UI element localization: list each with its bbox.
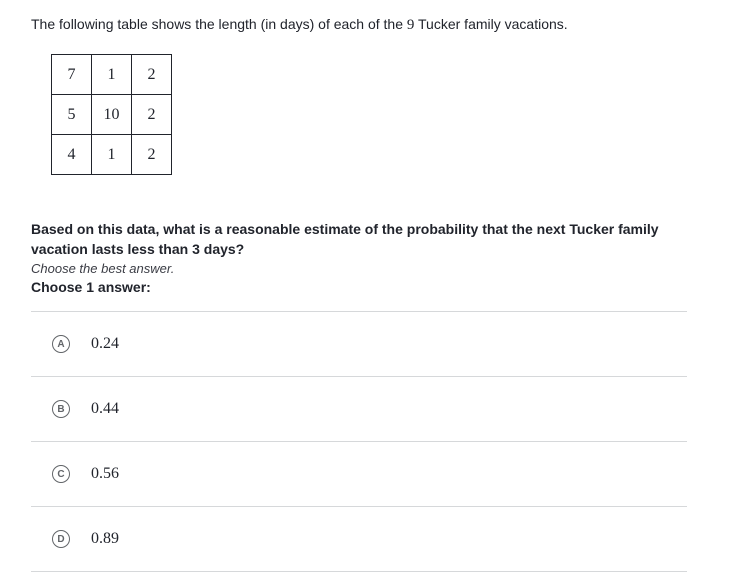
vacation-length-table bbox=[51, 54, 172, 175]
choice-value: 0.44 bbox=[91, 400, 119, 417]
divider bbox=[31, 571, 687, 572]
table-row bbox=[52, 55, 172, 95]
choice-value: 0.56 bbox=[91, 465, 119, 482]
table-cell: 1 bbox=[92, 135, 132, 175]
choice-c[interactable] bbox=[31, 442, 687, 506]
choice-a[interactable] bbox=[31, 312, 687, 376]
table-cell: 2 bbox=[132, 55, 172, 95]
choice-letter-icon: A bbox=[52, 335, 70, 353]
choose-count-label: Choose 1 answer: bbox=[31, 279, 151, 295]
table-cell: 10 bbox=[92, 95, 132, 135]
table-cell: 7 bbox=[52, 55, 92, 95]
question-text-start: Based on this data, what is a reasonable estimate of the probability that the next Tucker family vacation lasts less than bbox=[31, 221, 659, 257]
question-days-value: 3 bbox=[192, 241, 200, 257]
table-row bbox=[52, 95, 172, 135]
choice-value: 0.24 bbox=[91, 335, 119, 352]
table-cell: 5 bbox=[52, 95, 92, 135]
intro-text-end: Tucker family vacations. bbox=[414, 16, 568, 32]
question-text bbox=[31, 219, 691, 259]
table-cell: 2 bbox=[132, 95, 172, 135]
answer-choices bbox=[31, 311, 687, 572]
intro-text-start: The following table shows the length (in days) of each of the bbox=[31, 16, 407, 32]
choice-letter-icon: D bbox=[52, 530, 70, 548]
choice-letter-icon: B bbox=[52, 400, 70, 418]
choice-d[interactable] bbox=[31, 507, 687, 571]
answer-hint: Choose the best answer. bbox=[31, 261, 175, 276]
table-row bbox=[52, 135, 172, 175]
choice-value: 0.89 bbox=[91, 530, 119, 547]
question-text-end: days? bbox=[199, 241, 245, 257]
choice-b[interactable] bbox=[31, 377, 687, 441]
table-cell: 2 bbox=[132, 135, 172, 175]
problem-intro bbox=[31, 14, 568, 35]
intro-vacation-count: 9 bbox=[406, 17, 415, 33]
table-cell: 1 bbox=[92, 55, 132, 95]
choice-letter-icon: C bbox=[52, 465, 70, 483]
table-cell: 4 bbox=[52, 135, 92, 175]
